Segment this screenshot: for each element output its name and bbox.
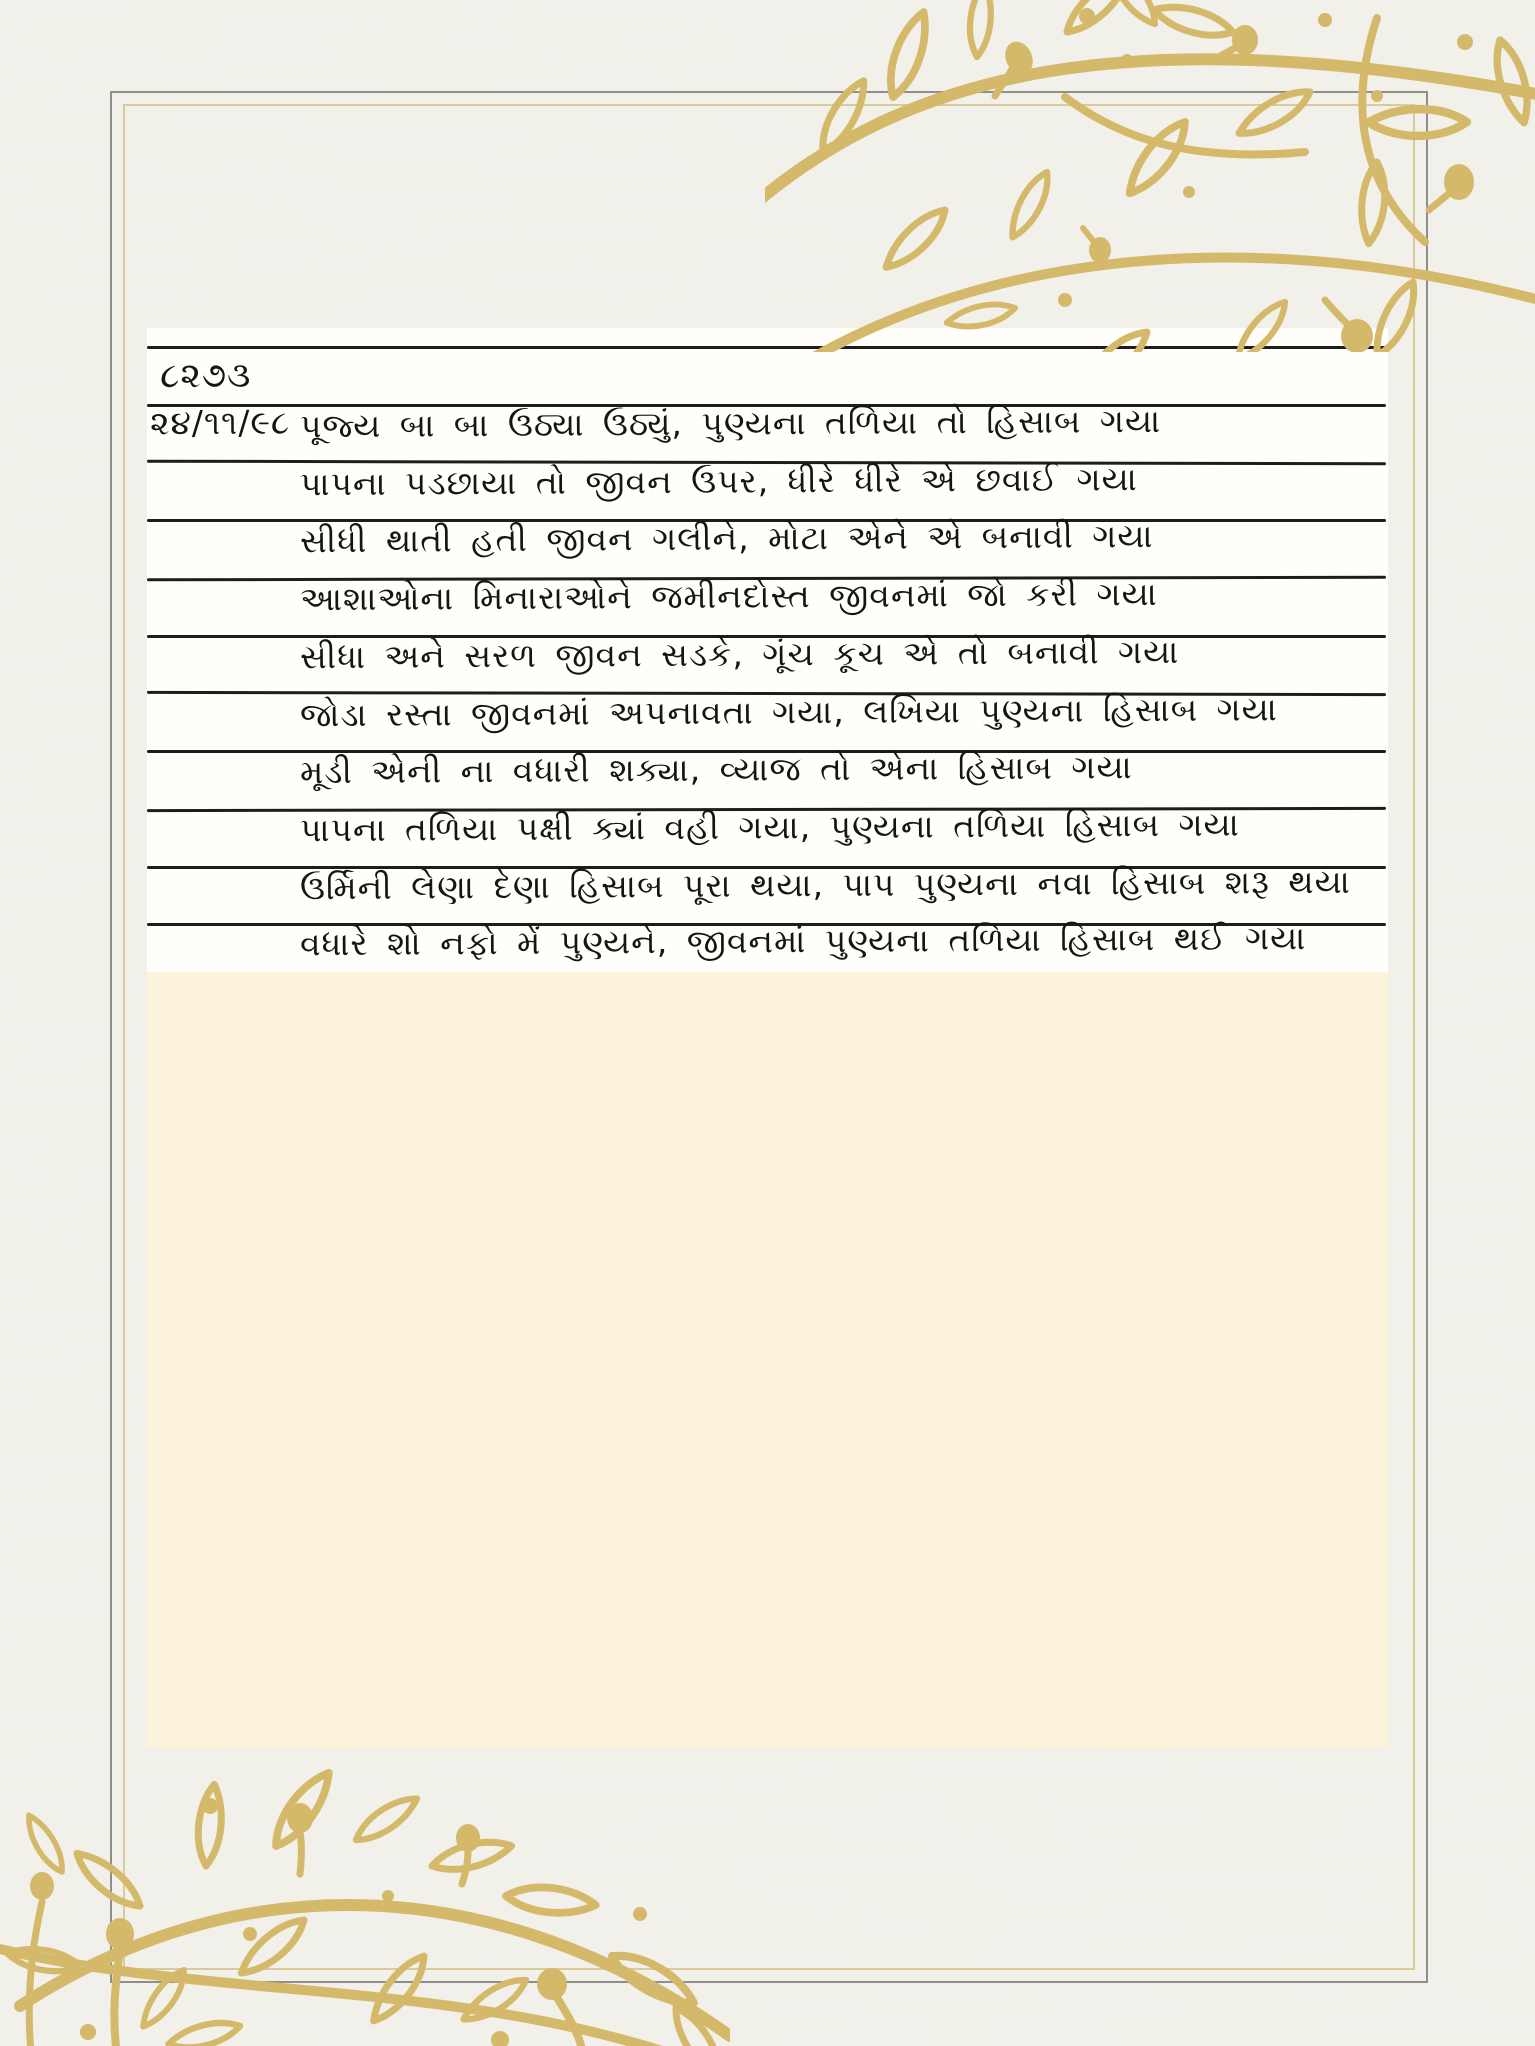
verse-line: જોડા રસ્તા જીવનમાં અપનાવતા ગયા, લખિયા પુણ્યના હિસાબ ગયા	[299, 689, 1278, 735]
verse-line: સીધા અને સરળ જીવન સડકે, ગૂંચ કૂચ એ તો બનાવી ગયા	[299, 631, 1180, 677]
verse-line: વધારે શો નફો મેં પુણ્યને, જીવનમાં પુણ્યના તળિયા હિસાબ થઈ ગયા	[299, 918, 1307, 964]
verse-line: આશાઓના મિનારાઓને જમીનદોસ્ત જીવનમાં જો કરી ગયા	[299, 574, 1158, 619]
ruled-line	[147, 346, 1386, 349]
entry-date: ૨૪/૧૧/૯૮	[149, 402, 291, 443]
verse-line: પાપના તળિયા પક્ષી ક્યાં વહી ગયા, પુણ્યના તળિયા હિસાબ ગયા	[299, 804, 1240, 850]
blank-cream-area	[147, 972, 1388, 1748]
verse-line: પાપના પડછાયા તો જીવન ઉપર, ધીરે ધીરે એ છવાઈ ગયા	[299, 459, 1138, 504]
verse-line: સીધી થાતી હતી જીવન ગલીને, મોટા એને એ બનાવી ગયા	[299, 516, 1154, 561]
verse-line: પૂજ્ય બા બા ઉઠ્યા ઉઠ્યું, પુણ્યના તળિયા તો હિસાબ ગયા	[299, 401, 1162, 446]
verse-line: ઉર્મિની લેણા દેણા હિસાબ પૂરા થયા, પાપ પુણ્યના નવા હિસાબ શરૂ થયા	[299, 861, 1351, 908]
verse-line: મૂડી એની ના વધારી શક્યા, વ્યાજ તો એના હિસાબ ગયા	[299, 747, 1133, 792]
page-number: ૮૨૭૩	[159, 355, 252, 397]
